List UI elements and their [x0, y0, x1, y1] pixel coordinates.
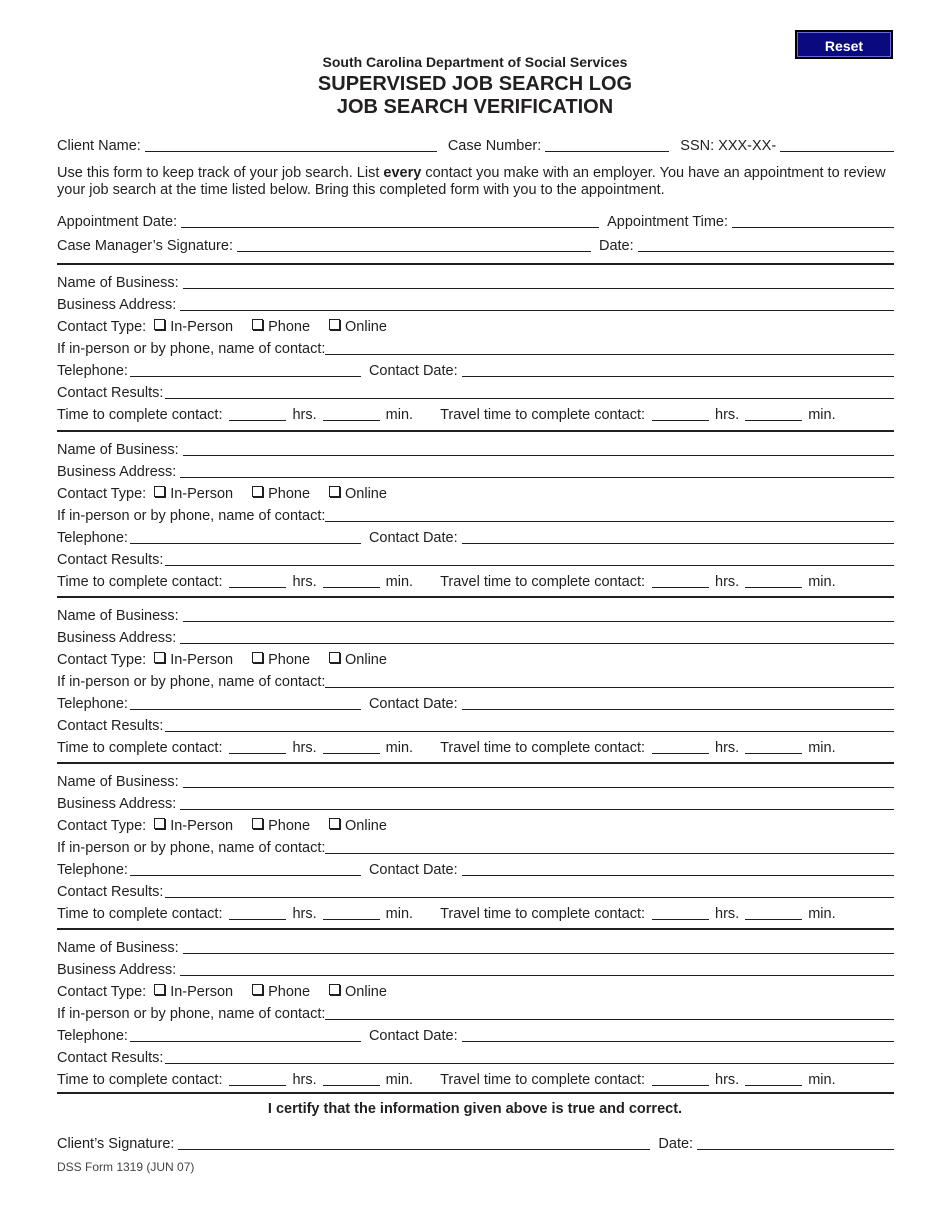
business-name-field[interactable]	[183, 939, 894, 954]
case-manager-signature-field[interactable]	[237, 237, 591, 252]
contact-type-option-in-person[interactable]	[154, 652, 233, 668]
contact-results-row-1	[57, 381, 894, 401]
signature-date-field[interactable]	[697, 1135, 894, 1150]
contact-name-label: If in-person or by phone, name of contact:	[57, 1006, 326, 1022]
contact-results-label: Contact Results:	[57, 385, 164, 401]
appointment-time-label: Appointment Time:	[607, 214, 729, 230]
contact-results-field[interactable]	[165, 717, 894, 732]
travel-minutes-label: min.	[808, 906, 836, 922]
business-address-label: Business Address:	[57, 464, 177, 480]
travel-hours-field[interactable]	[652, 573, 709, 588]
checkbox-icon[interactable]	[252, 818, 263, 829]
contact-type-option-online[interactable]	[329, 818, 387, 834]
instructions-text-1: Use this form to keep track of your job search. List	[57, 165, 384, 181]
agency-name: South Carolina Department of Social Services	[322, 54, 628, 70]
contact-type-option-online[interactable]	[329, 984, 387, 1000]
contact-type-label: Contact Type:	[57, 319, 147, 335]
travel-hours-label: hrs.	[715, 574, 740, 590]
business-name-label: Name of Business:	[57, 940, 179, 956]
time-minutes-field[interactable]	[323, 1071, 380, 1086]
time-minutes-field[interactable]	[323, 406, 380, 421]
time-label: Time to complete contact:	[57, 574, 223, 590]
contact-type-option-in-person[interactable]	[154, 319, 233, 335]
instructions-emphasis: every	[383, 165, 422, 181]
contact-results-row-2	[57, 548, 894, 568]
telephone-row-5	[57, 1024, 894, 1044]
business-address-label: Business Address:	[57, 796, 177, 812]
hours-label: hrs.	[292, 740, 317, 756]
travel-hours-label: hrs.	[715, 407, 740, 423]
contact-date-field[interactable]	[462, 362, 894, 377]
ssn-label: SSN: XXX-XX-	[680, 138, 777, 154]
client-signature-field[interactable]	[178, 1135, 650, 1150]
contact-results-row-4	[57, 880, 894, 900]
business-name-row-3	[57, 604, 894, 624]
contact-date-label: Contact Date:	[368, 862, 458, 878]
client-name-label: Client Name:	[57, 138, 141, 154]
checkbox-icon[interactable]	[252, 319, 263, 330]
form-subtitle: JOB SEARCH VERIFICATION	[336, 96, 614, 118]
business-address-row-1	[57, 293, 894, 313]
time-hours-field[interactable]	[229, 739, 286, 754]
business-address-row-5	[57, 958, 894, 978]
business-name-row-5	[57, 936, 894, 956]
business-address-field[interactable]	[180, 296, 894, 311]
contact-type-option-label: Phone	[268, 319, 311, 335]
checkbox-icon[interactable]	[154, 818, 165, 829]
checkbox-icon[interactable]	[329, 486, 340, 497]
contact-type-label: Contact Type:	[57, 818, 147, 834]
time-row-5	[57, 1068, 894, 1088]
travel-minutes-field[interactable]	[745, 406, 802, 421]
section-divider	[57, 1092, 894, 1094]
appointment-row	[57, 210, 894, 230]
client-info-row	[57, 134, 894, 154]
telephone-field[interactable]	[130, 861, 361, 876]
contact-type-option-phone[interactable]	[252, 652, 310, 668]
contact-name-field[interactable]	[325, 1005, 894, 1020]
checkbox-icon[interactable]	[154, 652, 165, 663]
contact-type-option-label: In-Person	[170, 652, 234, 668]
contact-results-label: Contact Results:	[57, 718, 164, 734]
contact-type-option-phone[interactable]	[252, 818, 310, 834]
contact-results-field[interactable]	[165, 1049, 894, 1064]
contact-type-row-5	[57, 980, 894, 1000]
time-minutes-field[interactable]	[323, 905, 380, 920]
contact-type-option-phone[interactable]	[252, 319, 310, 335]
telephone-row-1	[57, 359, 894, 379]
travel-hours-field[interactable]	[652, 1071, 709, 1086]
travel-minutes-label: min.	[808, 407, 836, 423]
case-number-label: Case Number:	[447, 138, 542, 154]
contact-name-row-1	[57, 337, 894, 357]
time-minutes-field[interactable]	[323, 739, 380, 754]
contact-type-option-label: Phone	[268, 652, 311, 668]
contact-type-row-3	[57, 648, 894, 668]
travel-minutes-label: min.	[808, 740, 836, 756]
checkbox-icon[interactable]	[154, 319, 165, 330]
telephone-label: Telephone:	[57, 363, 128, 379]
case-manager-signature-label: Case Manager’s Signature:	[57, 238, 233, 254]
travel-time-label: Travel time to complete contact:	[440, 407, 646, 423]
business-address-field[interactable]	[180, 463, 894, 478]
contact-type-label: Contact Type:	[57, 984, 147, 1000]
section-divider	[57, 762, 894, 764]
travel-minutes-label: min.	[808, 1072, 836, 1088]
contact-type-row-2	[57, 482, 894, 502]
travel-minutes-field[interactable]	[745, 739, 802, 754]
checkbox-icon[interactable]	[252, 984, 263, 995]
client-name-field[interactable]	[145, 137, 437, 152]
travel-hours-label: hrs.	[715, 1072, 740, 1088]
contact-date-label: Contact Date:	[368, 363, 458, 379]
time-hours-field[interactable]	[229, 1071, 286, 1086]
checkbox-icon[interactable]	[154, 486, 165, 497]
business-name-row-4	[57, 770, 894, 790]
telephone-field[interactable]	[130, 362, 361, 377]
business-name-label: Name of Business:	[57, 774, 179, 790]
time-label: Time to complete contact:	[57, 906, 223, 922]
contact-date-field[interactable]	[462, 529, 894, 544]
hours-label: hrs.	[292, 407, 317, 423]
telephone-field[interactable]	[130, 1027, 361, 1042]
business-address-field[interactable]	[180, 629, 894, 644]
travel-hours-label: hrs.	[715, 906, 740, 922]
contact-type-option-label: In-Person	[170, 486, 234, 502]
client-signature-label: Client’s Signature:	[57, 1136, 175, 1152]
contact-type-option-in-person[interactable]	[154, 984, 233, 1000]
travel-minutes-field[interactable]	[745, 1071, 802, 1086]
contact-type-option-in-person[interactable]	[154, 486, 233, 502]
contact-name-label: If in-person or by phone, name of contact:	[57, 508, 326, 524]
hours-label: hrs.	[292, 1072, 317, 1088]
business-name-label: Name of Business:	[57, 608, 179, 624]
minutes-label: min.	[385, 906, 414, 922]
contact-date-field[interactable]	[462, 695, 894, 710]
time-label: Time to complete contact:	[57, 740, 223, 756]
instructions	[57, 165, 897, 199]
contact-type-option-label: In-Person	[170, 319, 234, 335]
section-divider	[57, 263, 894, 265]
contact-name-field[interactable]	[325, 673, 894, 688]
business-address-field[interactable]	[180, 961, 894, 976]
contact-name-field[interactable]	[325, 340, 894, 355]
travel-minutes-field[interactable]	[745, 905, 802, 920]
contact-type-option-in-person[interactable]	[154, 818, 233, 834]
checkbox-icon[interactable]	[329, 319, 340, 330]
business-name-row-2	[57, 438, 894, 458]
business-address-row-2	[57, 460, 894, 480]
contact-date-field[interactable]	[462, 861, 894, 876]
business-name-label: Name of Business:	[57, 442, 179, 458]
time-label: Time to complete contact:	[57, 1072, 223, 1088]
checkbox-icon[interactable]	[252, 652, 263, 663]
time-label: Time to complete contact:	[57, 407, 223, 423]
instructions-text-2: contact you make with an employer. You have an appointment to review your job search at the time listed below. Bring this completed form with you to the appointment.	[57, 165, 886, 198]
ssn-field[interactable]	[780, 137, 894, 152]
contact-type-option-label: Online	[345, 984, 387, 1000]
contact-results-field[interactable]	[165, 384, 894, 399]
contact-type-option-label: Online	[345, 818, 387, 834]
time-row-2	[57, 570, 894, 590]
reset-button[interactable]: Reset	[795, 30, 893, 59]
hours-label: hrs.	[292, 906, 317, 922]
business-address-label: Business Address:	[57, 630, 177, 646]
time-minutes-field[interactable]	[323, 573, 380, 588]
contact-type-option-label: Phone	[268, 818, 311, 834]
telephone-label: Telephone:	[57, 1028, 128, 1044]
contact-results-label: Contact Results:	[57, 552, 164, 568]
business-address-row-3	[57, 626, 894, 646]
checkbox-icon[interactable]	[329, 818, 340, 829]
checkbox-icon[interactable]	[329, 652, 340, 663]
certification-statement: I certify that the information given above is true and correct.	[267, 1101, 683, 1117]
travel-time-label: Travel time to complete contact:	[440, 740, 646, 756]
business-name-field[interactable]	[183, 441, 894, 456]
contact-type-option-label: Online	[345, 652, 387, 668]
contact-type-option-online[interactable]	[329, 652, 387, 668]
checkbox-icon[interactable]	[329, 984, 340, 995]
contact-type-label: Contact Type:	[57, 652, 147, 668]
business-name-row-1	[57, 271, 894, 291]
travel-minutes-field[interactable]	[745, 573, 802, 588]
business-address-row-4	[57, 792, 894, 812]
contact-name-row-3	[57, 670, 894, 690]
telephone-label: Telephone:	[57, 696, 128, 712]
telephone-row-3	[57, 692, 894, 712]
contact-results-row-5	[57, 1046, 894, 1066]
telephone-label: Telephone:	[57, 862, 128, 878]
case-number-field[interactable]	[545, 137, 669, 152]
contact-date-label: Contact Date:	[368, 1028, 458, 1044]
contact-type-label: Contact Type:	[57, 486, 147, 502]
contact-results-row-3	[57, 714, 894, 734]
contact-name-row-2	[57, 504, 894, 524]
time-row-3	[57, 736, 894, 756]
contact-type-row-1	[57, 315, 894, 335]
telephone-field[interactable]	[130, 529, 361, 544]
contact-date-field[interactable]	[462, 1027, 894, 1042]
travel-time-label: Travel time to complete contact:	[440, 574, 646, 590]
travel-hours-field[interactable]	[652, 406, 709, 421]
contact-type-option-label: Phone	[268, 984, 311, 1000]
minutes-label: min.	[385, 574, 414, 590]
contact-results-field[interactable]	[165, 551, 894, 566]
contact-name-label: If in-person or by phone, name of contact:	[57, 840, 326, 856]
business-address-label: Business Address:	[57, 962, 177, 978]
contact-name-label: If in-person or by phone, name of contact:	[57, 674, 326, 690]
contact-type-option-online[interactable]	[329, 486, 387, 502]
client-signature-row	[57, 1132, 894, 1152]
case-manager-row	[57, 234, 894, 254]
section-divider	[57, 596, 894, 598]
contact-type-option-phone[interactable]	[252, 984, 310, 1000]
form-id: DSS Form 1319 (JUN 07)	[57, 1160, 195, 1174]
contact-name-row-4	[57, 836, 894, 856]
form-title: SUPERVISED JOB SEARCH LOG	[317, 73, 633, 95]
contact-name-row-5	[57, 1002, 894, 1022]
appointment-date-label: Appointment Date:	[57, 214, 178, 230]
travel-time-label: Travel time to complete contact:	[440, 906, 646, 922]
contact-name-field[interactable]	[325, 839, 894, 854]
telephone-row-2	[57, 526, 894, 546]
contact-results-field[interactable]	[165, 883, 894, 898]
contact-type-option-label: In-Person	[170, 984, 234, 1000]
time-hours-field[interactable]	[229, 406, 286, 421]
travel-time-label: Travel time to complete contact:	[440, 1072, 646, 1088]
checkbox-icon[interactable]	[154, 984, 165, 995]
minutes-label: min.	[385, 740, 414, 756]
contact-type-row-4	[57, 814, 894, 834]
travel-hours-field[interactable]	[652, 739, 709, 754]
contact-type-option-label: In-Person	[170, 818, 234, 834]
business-address-label: Business Address:	[57, 297, 177, 313]
time-row-4	[57, 902, 894, 922]
business-name-field[interactable]	[183, 607, 894, 622]
hours-label: hrs.	[292, 574, 317, 590]
checkbox-icon[interactable]	[252, 486, 263, 497]
contact-results-label: Contact Results:	[57, 1050, 164, 1066]
travel-hours-field[interactable]	[652, 905, 709, 920]
telephone-row-4	[57, 858, 894, 878]
travel-minutes-label: min.	[808, 574, 836, 590]
time-hours-field[interactable]	[229, 573, 286, 588]
appointment-time-field[interactable]	[732, 213, 894, 228]
contact-type-option-label: Phone	[268, 486, 311, 502]
contact-date-label: Contact Date:	[368, 530, 458, 546]
signature-date-label: Date:	[658, 1136, 694, 1152]
business-name-label: Name of Business:	[57, 275, 179, 291]
travel-hours-label: hrs.	[715, 740, 740, 756]
contact-results-label: Contact Results:	[57, 884, 164, 900]
contact-date-label: Contact Date:	[368, 696, 458, 712]
section-divider	[57, 430, 894, 432]
minutes-label: min.	[385, 407, 414, 423]
telephone-field[interactable]	[130, 695, 361, 710]
business-address-field[interactable]	[180, 795, 894, 810]
appointment-date-field[interactable]	[181, 213, 599, 228]
minutes-label: min.	[385, 1072, 414, 1088]
time-row-1	[57, 403, 894, 423]
contact-type-option-online[interactable]	[329, 319, 387, 335]
telephone-label: Telephone:	[57, 530, 128, 546]
contact-type-option-label: Online	[345, 486, 387, 502]
appointment-date2-label: Date:	[598, 238, 634, 254]
business-name-field[interactable]	[183, 773, 894, 788]
contact-name-field[interactable]	[325, 507, 894, 522]
contact-name-label: If in-person or by phone, name of contact:	[57, 341, 326, 357]
contact-type-option-label: Online	[345, 319, 387, 335]
time-hours-field[interactable]	[229, 905, 286, 920]
section-divider	[57, 928, 894, 930]
business-name-field[interactable]	[183, 274, 894, 289]
contact-type-option-phone[interactable]	[252, 486, 310, 502]
appointment-date2-field[interactable]	[638, 237, 894, 252]
